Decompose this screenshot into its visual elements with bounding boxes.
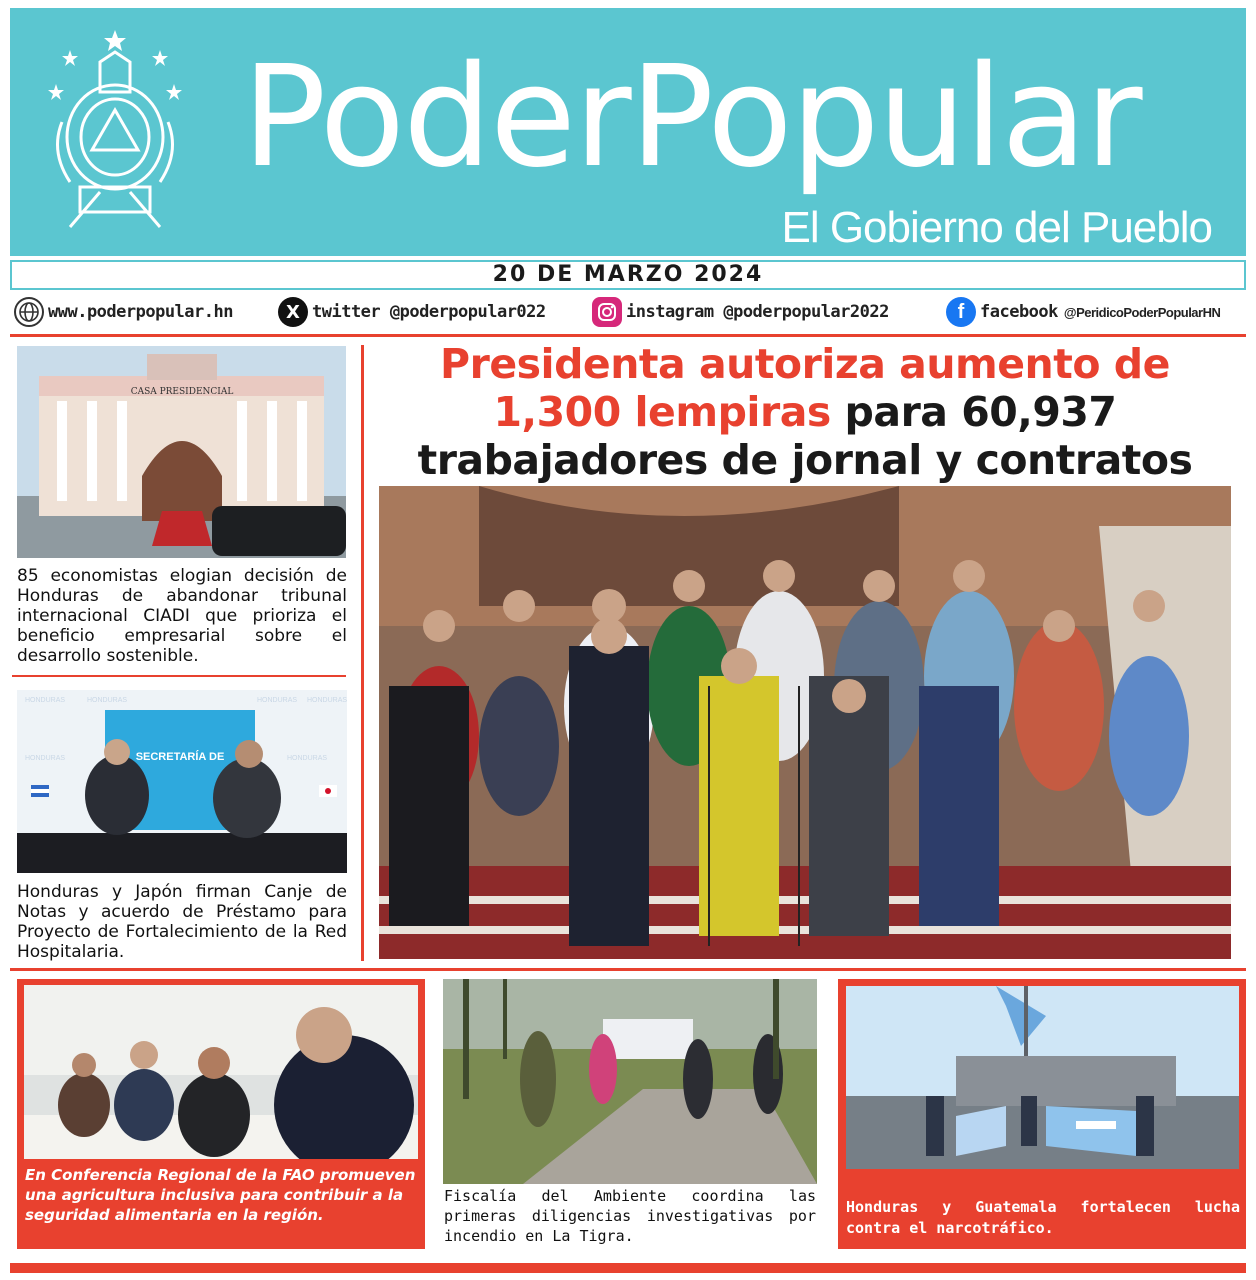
social-bar [12, 294, 1248, 330]
facebook-link[interactable] [946, 296, 1220, 328]
navy-ship-photo [846, 986, 1239, 1169]
headline-highlight: Presidenta autoriza aumento de 1,300 lempiras [440, 340, 1170, 436]
date-band [10, 260, 1246, 290]
main-story-photo [379, 486, 1231, 959]
svg-text:HONDURAS: HONDURAS [307, 697, 347, 704]
story-japon-caption: Honduras y Japón firman Canje de Notas y acuerdo de Préstamo para Proyecto de Fortalecimiento de la Red Hospitalaria. [17, 882, 347, 962]
story-narcotrafico-box [838, 979, 1246, 1249]
newspaper-title: PoderPopular [242, 36, 1141, 199]
globe-icon [14, 297, 44, 327]
svg-text:HONDURAS: HONDURAS [257, 697, 298, 704]
divider-top [10, 334, 1246, 337]
svg-text:HONDURAS: HONDURAS [287, 755, 328, 762]
casa-sign: CASA PRESIDENCIAL [130, 387, 234, 397]
facebook-label: facebook [980, 302, 1058, 322]
instagram-link[interactable] [592, 296, 889, 328]
la-tigra-photo [443, 979, 817, 1184]
divider-bottom [10, 1263, 1246, 1273]
headline-rest: para 60,937 trabajadores de jornal y contratos [417, 388, 1193, 484]
x-twitter-icon: X [278, 297, 308, 327]
twitter-handle: twitter @poderpopular022 [312, 302, 546, 322]
divider-left [12, 675, 346, 677]
svg-text:HONDURAS: HONDURAS [87, 697, 128, 704]
divider-vertical [361, 345, 364, 961]
svg-text:HONDURAS: HONDURAS [25, 755, 66, 762]
story-economistas-caption: 85 economistas elogian decisión de Honduras de abandonar tribunal internacional CIADI que prioriza el beneficio empresarial sobre el desarrollo sostenible. [17, 566, 347, 666]
newspaper-subtitle: El Gobierno del Pueblo [781, 203, 1212, 252]
divider-middle [10, 968, 1246, 971]
issue-date: 20 DE MARZO 2024 [492, 262, 764, 287]
masthead [10, 8, 1246, 256]
story-fao-caption: En Conferencia Regional de la FAO promueven una agricultura inclusiva para contribuir a la seguridad alimentaria en la región. [25, 1166, 416, 1224]
coat-of-arms-icon [40, 22, 190, 242]
instagram-icon [592, 297, 622, 327]
website-url: www.poderpopular.hn [48, 302, 233, 322]
facebook-handle: @PeridicoPoderPopularHN [1063, 304, 1221, 320]
honduras-japon-photo [17, 690, 347, 873]
casa-presidencial-photo [17, 346, 346, 558]
facebook-icon: f [946, 297, 976, 327]
story-narcotrafico-caption: Honduras y Guatemala fortalecen lucha contra el narcotráfico. [846, 1198, 1240, 1237]
main-headline [370, 340, 1240, 484]
svg-text:HONDURAS: HONDURAS [25, 697, 66, 704]
instagram-handle: instagram @poderpopular2022 [626, 302, 889, 322]
story-fao-box [17, 979, 425, 1249]
story-tigra-caption: Fiscalía del Ambiente coordina las primeras diligencias investigativas por incendio en La Tigra. [444, 1187, 816, 1245]
twitter-link[interactable] [278, 296, 546, 328]
ministry-sign: SECRETARÍA DE [135, 751, 225, 763]
fao-conference-photo [24, 985, 418, 1159]
website-link[interactable] [14, 296, 233, 328]
